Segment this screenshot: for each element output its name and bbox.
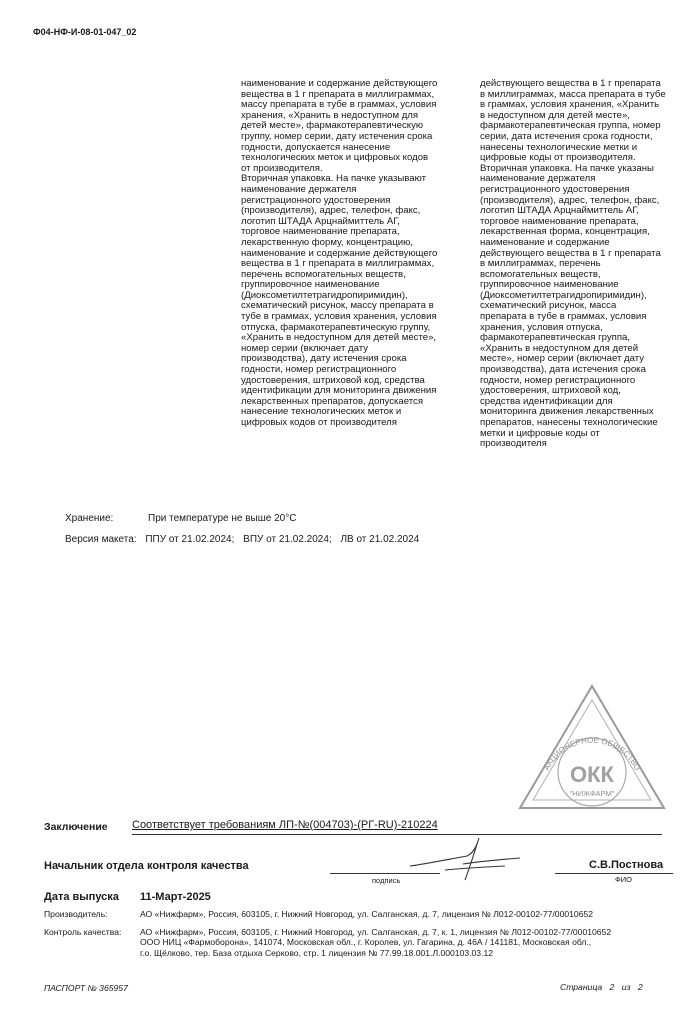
column-text-line: производителя [480, 438, 547, 450]
column-text-line: препарата в тубе в граммах, условия [480, 311, 647, 323]
column-text-line: группировочное наименование [480, 279, 619, 291]
column-text-line: наименование держателя [241, 183, 357, 195]
conclusion-underline [132, 834, 662, 835]
column-text-line: фармакотерапевтическая группа, [480, 332, 631, 344]
head-of-qc-label: Начальник отдела контроля качества [44, 860, 249, 872]
column-text-line: вещества в 1 г препарата в миллиграммах, [241, 258, 435, 270]
page-number [560, 982, 648, 992]
column-text-line: регистрационного удостоверения [241, 194, 391, 206]
column-text-line: производства), дату истечения срока [241, 353, 407, 365]
storage-label: Хранение: [65, 513, 114, 524]
column-text-line: годности, допускается нанесение [241, 141, 391, 153]
column-text-line: производства), дата истечения срока [480, 364, 646, 376]
signature-caption: подпись [372, 876, 401, 885]
column-text-line: перечень вспомогательных веществ, [241, 268, 406, 280]
column-text-line: лекарственная форма, концентрация, [480, 226, 650, 238]
page-label: Страница [560, 982, 603, 992]
quality-control-line: АО «Нижфарм», Россия, 603105, г. Нижний Новгород, ул. Салганская, д. 7, к. 1, лицензия № Л012-00102-77/00010652 [140, 927, 612, 937]
column-text-line: цифровых кодов от производителя [241, 417, 397, 428]
column-text-line: логотип ШТАДА Арцнаймиттель АГ, [241, 215, 400, 227]
manufacturer-label: Производитель: [44, 909, 108, 919]
stamp-bottom-text: "НИЖФАРМ" [569, 789, 615, 798]
page-of: из [621, 982, 631, 992]
column-text-line: метки и цифровые коды от [480, 427, 600, 439]
column-text-line: торговое наименование препарата, [241, 226, 400, 238]
quality-control-stamp [517, 682, 667, 812]
column-text-line: месте», номер серии (включает дату [480, 353, 645, 365]
fio-caption: ФИО [615, 875, 632, 884]
issue-date-label: Дата выпуска [44, 891, 119, 903]
column-text-line: схематический рисунок, массу препарата в [241, 300, 434, 312]
column-text-line: «Хранить в недоступном для детей [480, 342, 639, 354]
column-text-line: (производителя), адрес, телефон, факс, [241, 205, 421, 217]
column-text-line: фармакотерапевтическая группа, номер [480, 120, 661, 132]
column-text-line: в миллиграммах, масса препарата в тубе [480, 88, 666, 100]
column-text-line: препаратов, нанесены технологические [480, 417, 658, 428]
column-text-line: годности, номер регистрационного [480, 374, 636, 386]
page-total: 2 [637, 982, 643, 992]
name-line [555, 873, 673, 874]
column-text-line: (Диоксометилтетрагидропиримидин), [480, 289, 647, 301]
column-text-line: вспомогательных веществ, [480, 268, 601, 280]
column-text-line: удостоверения, штриховой код, средства [241, 374, 425, 386]
column-text-line: лекарственных препаратов, допускается [241, 395, 424, 407]
column-text-line: средства идентификации для [480, 395, 613, 407]
column-text-line: хранения, условия отпуска, [480, 321, 603, 333]
handwritten-signature [405, 834, 525, 884]
column-text-line: отпуска, фармакотерапевтическую группу, [241, 321, 431, 333]
column-text-line: серии, дата истечения срока годности, [480, 130, 653, 142]
version-vpu: ВПУ от 21.02.2024; [243, 534, 332, 545]
column-text-line: Вторичная упаковка. На пачке указывают [241, 173, 427, 185]
left-text-column [241, 79, 473, 429]
quality-control-line: г.о. Щёлково, тер. База отдыха Серково, стр. 1 лицензия № 77.99.18.001.Л.000103.03.12 [140, 947, 494, 958]
stamp-center-text: ОКК [570, 762, 614, 787]
column-text-line: наименование и содержание [480, 236, 610, 248]
column-text-line: нанесение технологических меток и [241, 406, 402, 418]
version-lv: ЛВ от 21.02.2024 [340, 534, 420, 545]
column-text-line: вещества в 1 г препарата в миллиграммах, [241, 88, 435, 100]
column-text-line: Вторичная упаковка. На пачке указаны [480, 162, 654, 174]
column-text-line: массу препарата в тубе в граммах, условия [241, 99, 437, 111]
column-text-line: схематический рисунок, масса [480, 300, 617, 312]
column-text-line: детей месте», фармакотерапевтическую [241, 120, 424, 132]
right-text-column [480, 79, 690, 450]
column-text-line: группировочное наименование [241, 279, 380, 291]
layout-version [65, 534, 425, 545]
column-text-line: тубе в граммах, условия хранения, условия [241, 311, 437, 323]
issue-date-value: 11-Март-2025 [140, 891, 211, 903]
column-text-line: наименование держателя [480, 173, 596, 185]
column-text-line: торговое наименование препарата, [480, 215, 639, 227]
column-text-line: группу, номер серии, дату истечения срока [241, 130, 433, 142]
column-text-line: годности, номер регистрационного [241, 364, 397, 376]
column-text-line: номер серии (включает дату [241, 342, 369, 354]
document-id: Ф04-НФ-И-08-01-047_02 [33, 27, 137, 37]
column-text-line: от производителя. [241, 162, 323, 174]
column-text-line: наименование и содержание действующего [241, 247, 438, 259]
manufacturer-value: АО «Нижфарм», Россия, 603105, г. Нижний Новгород, ул. Салганская, д. 7, лицензия № Л012-00102-77/00010652 [140, 909, 594, 919]
column-text-line: действующего вещества в 1 г препарата [480, 78, 661, 89]
page-current: 2 [609, 982, 615, 992]
column-text-line: цифровые коды от производителя. [480, 152, 636, 164]
column-text-line: (производителя), адрес, телефон, факс, [480, 194, 660, 206]
quality-control-value [140, 927, 685, 958]
quality-control-line: ООО НИЦ «Фармоборона», 141074, Московская обл., г. Королев, ул. Гагарина, д. 46А / 141181, Московская обл., [140, 937, 592, 948]
column-text-line: логотип ШТАДА Арцнаймиттель АГ, [480, 205, 639, 217]
stamp-top-text: АКЦИОНЕРНОЕ ОБЩЕСТВО [541, 735, 643, 772]
column-text-line: «Хранить в недоступном для детей месте», [241, 332, 437, 344]
column-text-line: в недоступном для детей месте», [480, 109, 630, 121]
head-name: С.В.Постнова [589, 859, 664, 871]
conclusion-value: Соответствует требованиям ЛП-№(004703)-(РГ-RU)-210224 [132, 819, 438, 831]
column-text-line: в миллиграммах, перечень [480, 258, 601, 270]
column-text-line: (Диоксометилтетрагидропиримидин), [241, 289, 408, 301]
column-text-line: технологических меток и цифровых кодов [241, 152, 429, 164]
column-text-line: действующего вещества в 1 г препарата [480, 247, 661, 259]
column-text-line: лекарственную форму, концентрацию, [241, 236, 413, 248]
storage-value: При температуре не выше 20°С [148, 513, 297, 524]
column-text-line: нанесены технологические метки и [480, 141, 638, 153]
version-ppu: ППУ от 21.02.2024; [145, 534, 235, 545]
version-label: Версия макета: [65, 534, 137, 545]
column-text-line: мониторинга движения лекарственных [480, 406, 654, 418]
column-text-line: идентификации для мониторинга движения [241, 385, 437, 397]
passport-number: ПАСПОРТ № 365957 [44, 983, 128, 993]
quality-control-label: Контроль качества: [44, 927, 122, 937]
column-text-line: удостоверения, штриховой код, [480, 385, 621, 397]
column-text-line: регистрационного удостоверения [480, 183, 630, 195]
signature-line [330, 873, 440, 874]
column-text-line: в граммах, условия хранения, «Хранить [480, 99, 660, 111]
conclusion-label: Заключение [44, 821, 108, 833]
column-text-line: наименование и содержание действующего [241, 78, 438, 89]
column-text-line: хранения, «Хранить в недоступном для [241, 109, 419, 121]
